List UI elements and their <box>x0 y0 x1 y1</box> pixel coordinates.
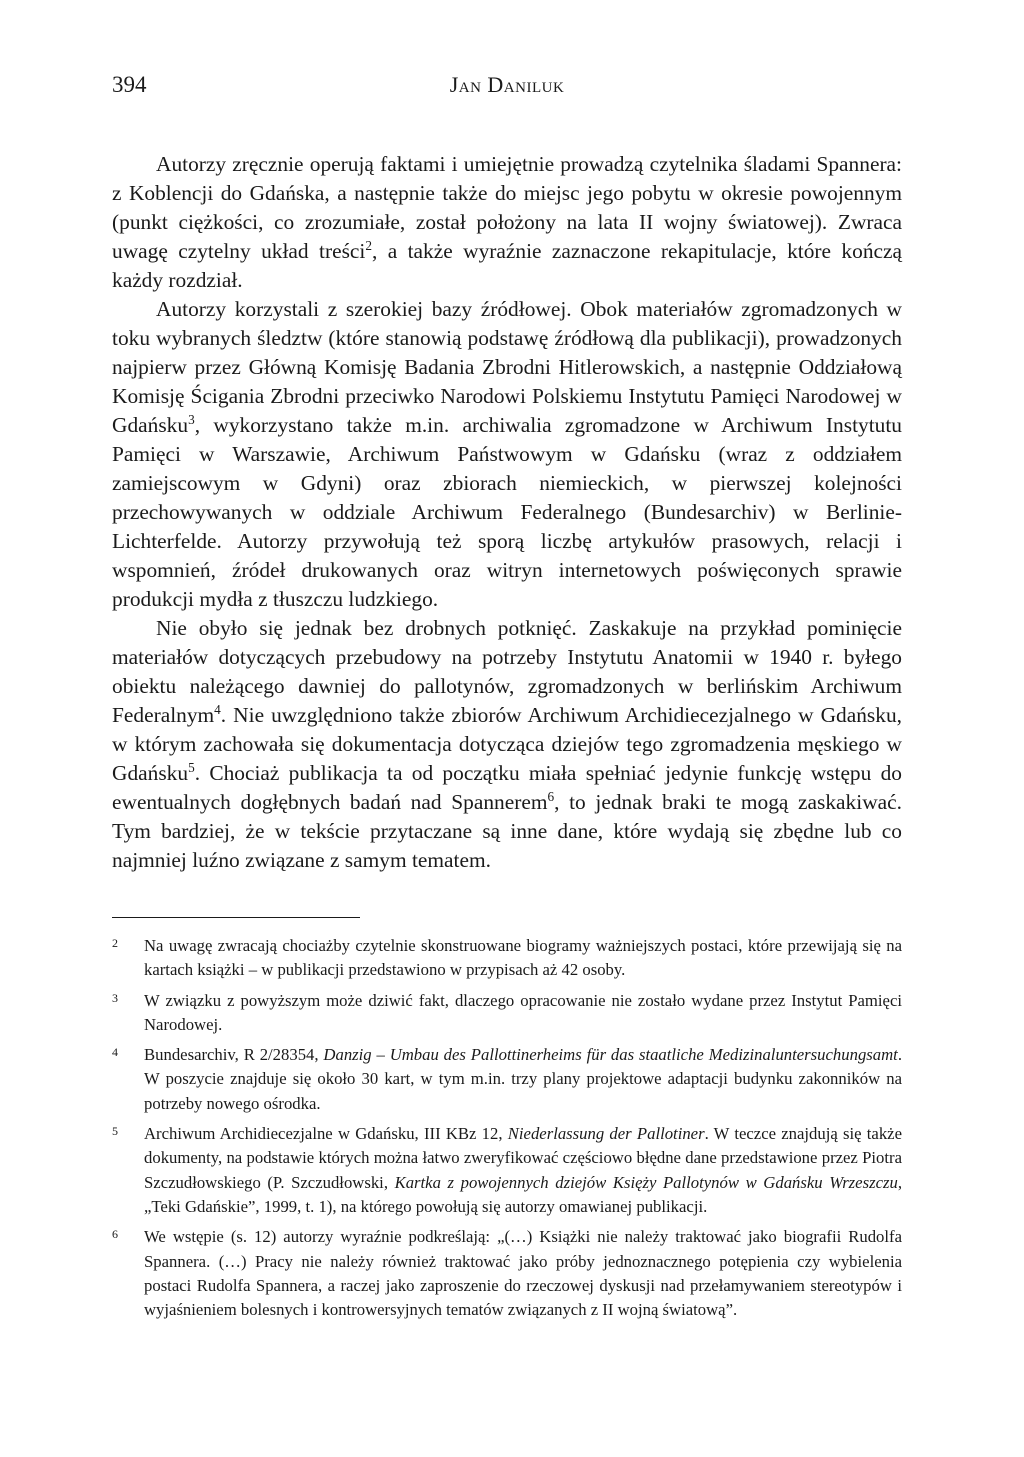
text-run: Bundesarchiv, R 2/28354, <box>144 1045 324 1065</box>
footnote-number: 3 <box>112 990 118 1005</box>
italic-title: Kartka z powojennych dziejów Księży Pallotynów w Gdańsku Wrzeszczu <box>394 1172 898 1192</box>
text-run: . W poszycie znajduje się około 30 kart, w tym m.in. trzy plany projektowe adaptacji budynku zakonników na potrzeby nowego ośrodka. <box>144 1045 902 1113</box>
italic-title: Niederlassung der Pallotiner <box>507 1124 705 1144</box>
text-run: Autorzy zręcznie operują faktami i umiejętnie prowadzą czytelnika śladami Spannera: z Koblencji do Gdańska, a następnie także do miejsc jego pobytu w okresie powojennym (punkt ciężkości, co zrozumiałe, został położony na lata II wojny światowej). Zwraca uwagę czytelny układ treści <box>112 152 902 263</box>
paragraph <box>112 295 902 614</box>
footnote-ref: 6 <box>547 788 555 804</box>
body-text <box>112 150 902 875</box>
text-run: W związku z powyższym może dziwić fakt, dlaczego opracowanie nie zostało wydane przez Instytut Pamięci Narodowej. <box>144 990 902 1034</box>
italic-title: Danzig – Umbau des Pallottinerheims für das staatliche Medizinaluntersuchungsamt <box>323 1045 898 1065</box>
footnote <box>112 989 902 1038</box>
footnote <box>112 1122 902 1219</box>
text-run: Archiwum Archidiecezjalne w Gdańsku, III KBz 12, <box>144 1124 508 1144</box>
text-run: , wykorzystano także m.in. archiwalia zgromadzone w Archiwum Instytutu Pamięci w Warszawie, Archiwum Państwowym w Gdańsku (wraz z oddziałem zamiejscowym w Gdyni) oraz zbiorach niemieckich, w pierwszej kolejności przechowywanych w oddziale Archiwum Federalnego (Bundesarchiv) w Berlinie-Lichterfelde. Autorzy przywołują też sporą liczbę artykułów prasowych, relacji i wspomnień, źródeł drukowanych oraz witryn internetowych poświęconych sprawie produkcji mydła z tłuszczu ludzkiego. <box>112 413 902 611</box>
text-run: Autorzy korzystali z szerokiej bazy źródłowej. Obok materiałów zgromadzonych w toku wybranych śledztw (które stanowią podstawę źródłową dla publikacji), prowadzonych najpierw przez Główną Komisję Badania Zbrodni Hitlerowskich, a następnie Oddziałową Komisję Ścigania Zbrodni przeciwko Narodowi Polskiemu Instytutu Pamięci Narodowej w Gdańsku <box>112 297 902 437</box>
text-run: . W teczce znajdują się także dokumenty, na podstawie których można łatwo zweryfikować częściowo błędne dane przedstawione przez Piotra Szczudłowskiego (P. Szczudłowski, <box>144 1124 902 1192</box>
footnote-ref: 4 <box>214 701 221 717</box>
footnote-number: 4 <box>112 1045 118 1060</box>
footnote-number: 2 <box>112 936 118 950</box>
text-run: Nie obyło się jednak bez drobnych potknięć. Zaskakuje na przykład pominięcie materiałów dotyczących przebudowy na potrzeby Instytutu Anatomii w 1940 r. byłego obiektu należącego dawniej do pallotynów, zgromadzonych w berlińskim Archiwum Federalnym <box>112 616 902 727</box>
text-run: , a także wyraźnie zaznaczone rekapitulacje, które kończą każdy rozdział. <box>112 239 902 292</box>
footnote <box>112 934 902 983</box>
paragraph <box>112 150 902 295</box>
text-run: We wstępie (s. 12) autorzy wyraźnie podkreślają: „(…) Książki nie należy traktować jako biografii Rudolfa Spannera. (…) Pracy nie należy również traktować jako próby jednoznacznego potępienia czy wybielenia postaci Rudolfa Spannera, a raczej jako zaproszenie do rzeczowej dyskusji nad przełamywaniem stereotypów i wyjaśnieniem bolesnych i kontrowersyjnych tematów związanych z II wojną światową”. <box>144 1227 902 1320</box>
text-run: , „Teki Gdańskie”, 1999, t. 1), na którego powołują się autorzy omawianej publikacji. <box>144 1172 902 1216</box>
footnote <box>112 1225 902 1322</box>
footnote <box>112 1043 902 1116</box>
footnote-number: 6 <box>112 1227 118 1242</box>
page-header <box>112 72 902 108</box>
text-run: , to jednak braki te mogą zaskakiwać. Tym bardziej, że w tekście przytaczane są inne dane, które wydają się zbędne lub co najmniej luźno związane z samym tematem. <box>112 790 902 872</box>
footnote-ref: 3 <box>188 411 195 427</box>
running-head: Jan Daniluk <box>449 72 565 97</box>
page-number: 394 <box>112 72 147 97</box>
footnote-ref: 5 <box>188 759 195 775</box>
footnote-separator <box>112 917 360 918</box>
footnote-number: 5 <box>112 1124 118 1139</box>
footnote-ref: 2 <box>365 237 372 253</box>
text-run: . Nie uwzględniono także zbiorów Archiwum Archidiecezjalnego w Gdańsku, w którym zachowała się dokumentacja dotycząca dziejów tego zgromadzenia męskiego w Gdańsku <box>112 703 902 785</box>
text-run: . Chociaż publikacja ta od początku miała spełniać jedynie funkcję wstępu do ewentualnych dogłębnych badań nad Spannerem <box>112 761 902 814</box>
paragraph <box>112 614 902 875</box>
footnotes-section <box>112 934 902 1328</box>
text-run: Na uwagę zwracają chociażby czytelnie skonstruowane biogramy ważniejszych postaci, które przewijają się na kartach książki – w publikacji przedstawiono w przypisach aż 42 osoby. <box>144 936 902 980</box>
